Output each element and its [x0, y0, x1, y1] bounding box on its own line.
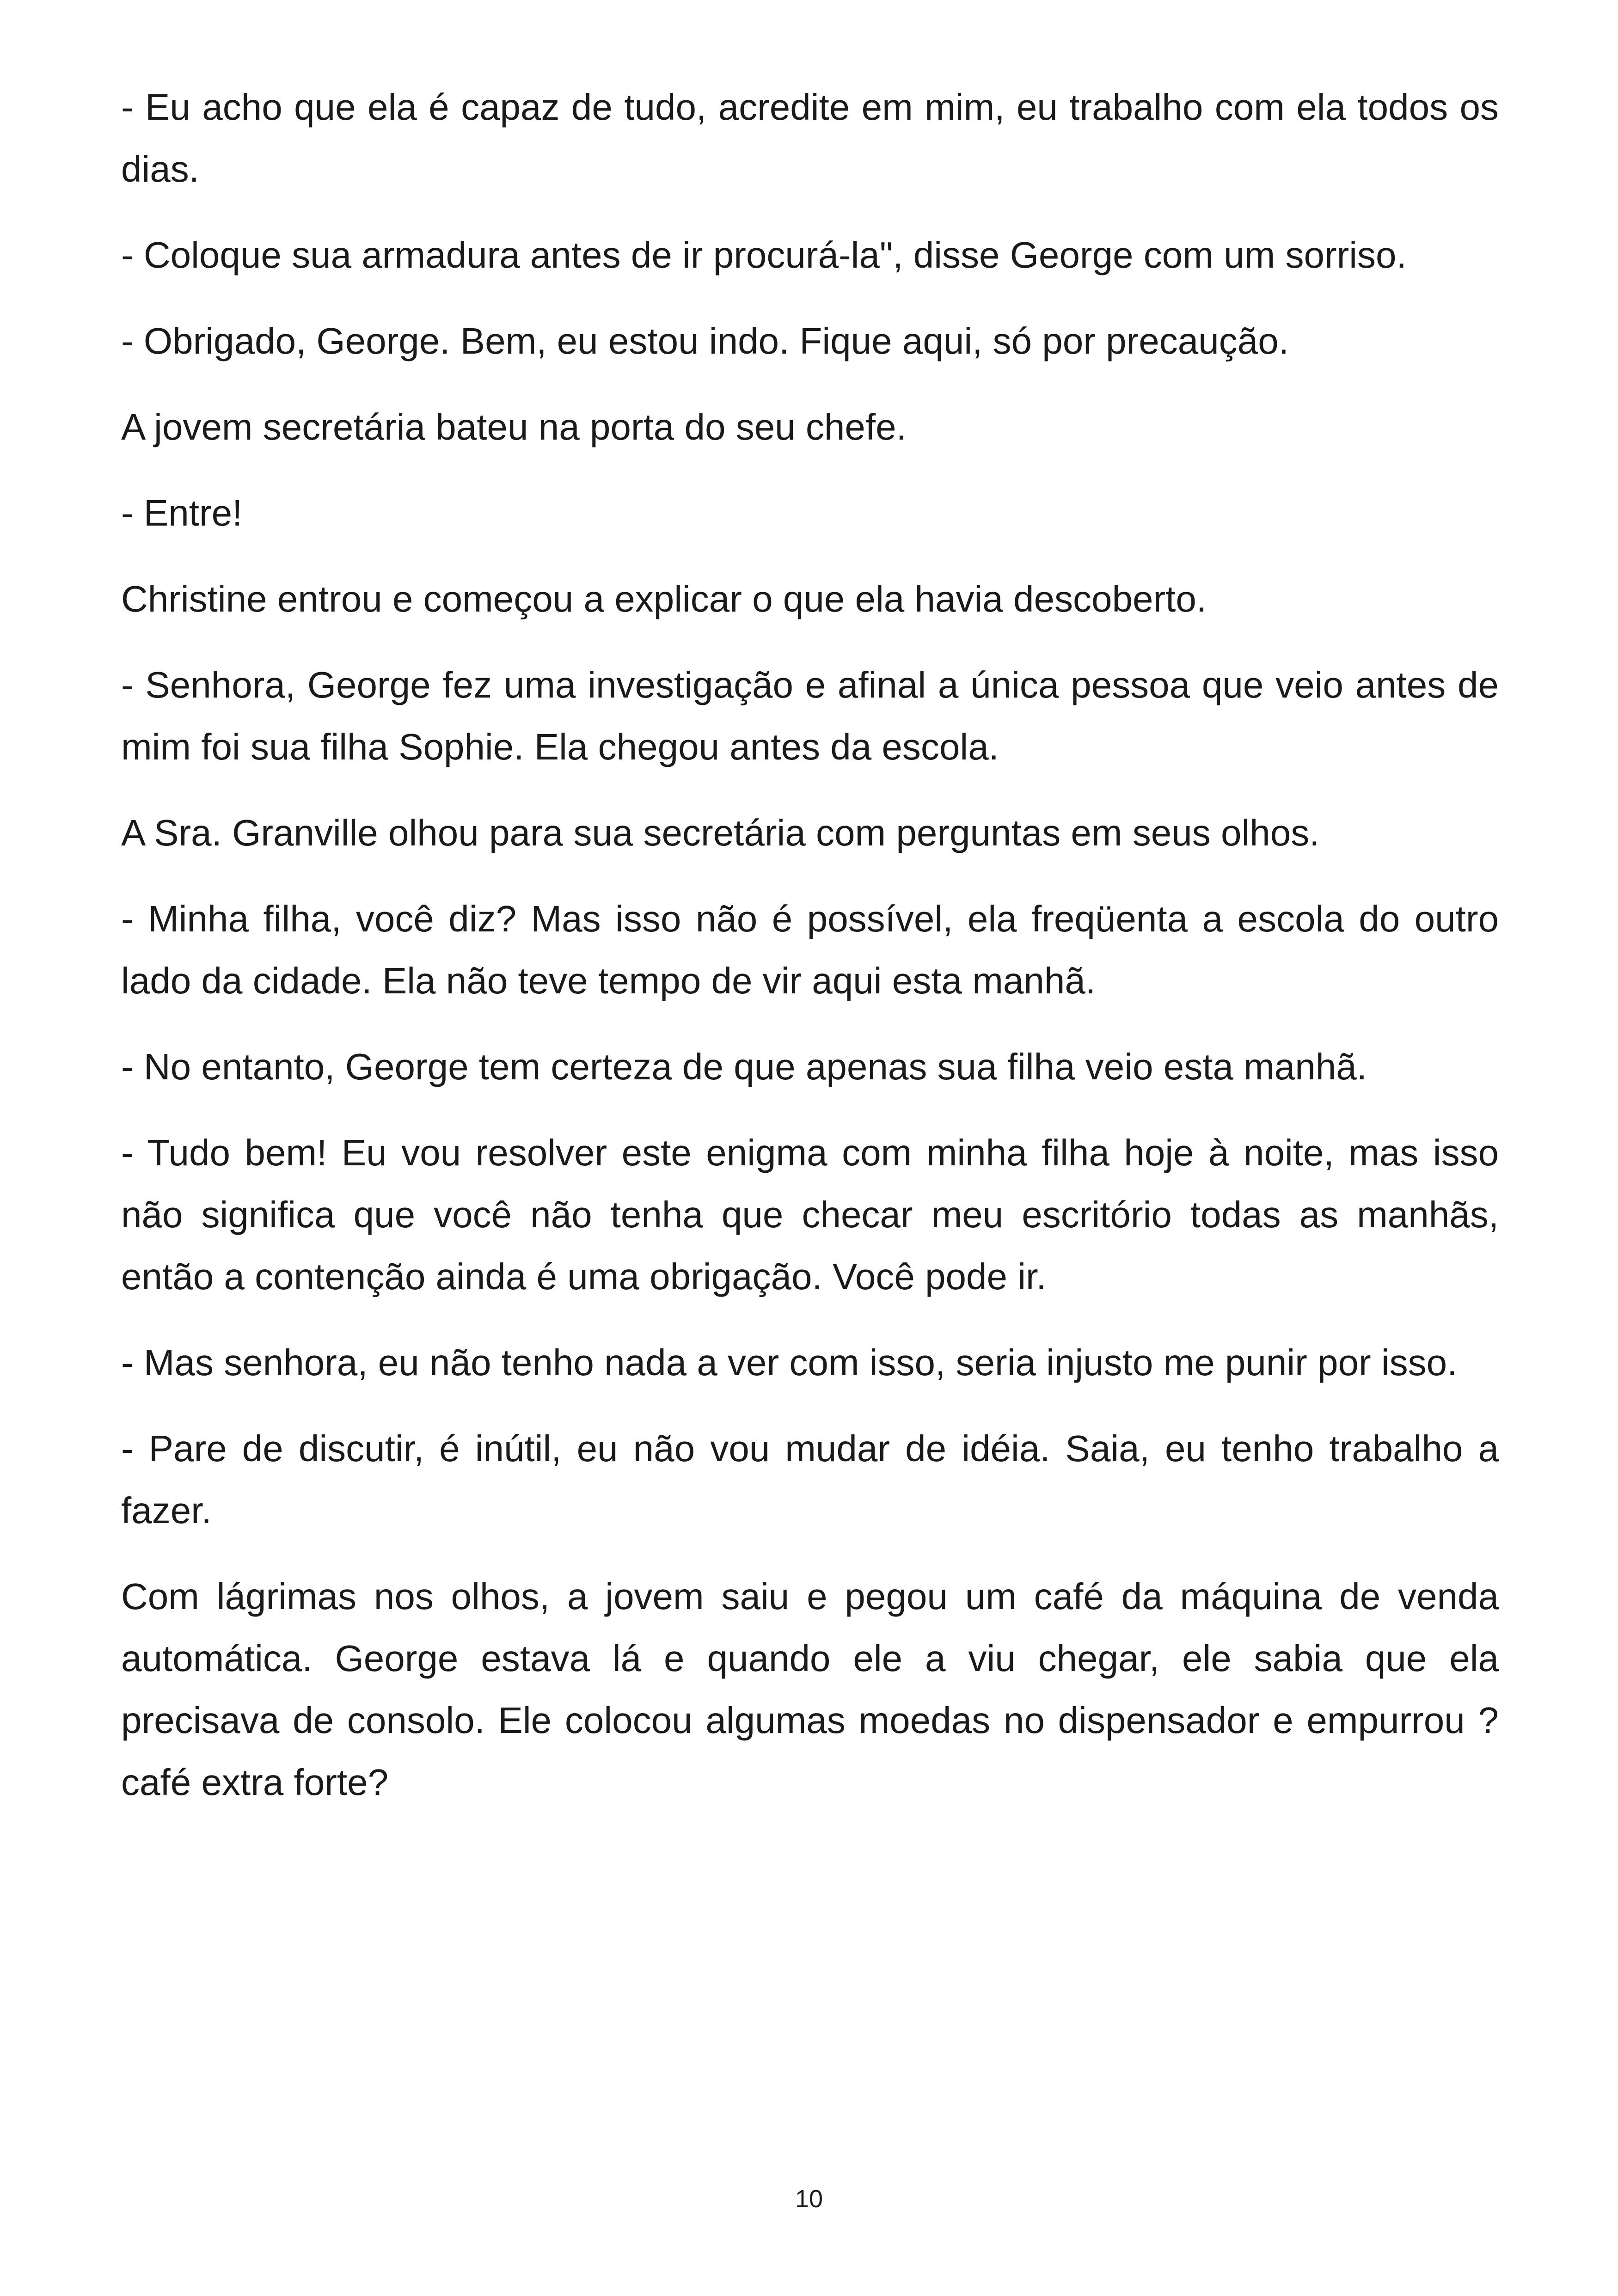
paragraph: - No entanto, George tem certeza de que apenas sua filha veio esta manhã.: [121, 1046, 1367, 1087]
paragraph: - Obrigado, George. Bem, eu estou indo. Fique aqui, só por precaução.: [121, 320, 1289, 361]
paragraph: - Tudo bem! Eu vou resolver este enigma com minha filha hoje à noite, mas isso não significa que você não tenha que checar meu escritório todas as manhãs, então a contenção ainda é uma obrigação. Você pode ir.: [121, 1132, 1499, 1297]
paragraph: - Senhora, George fez uma investigação e afinal a única pessoa que veio antes de mim foi sua filha Sophie. Ela chegou antes da escola.: [121, 664, 1499, 767]
paragraph: A Sra. Granville olhou para sua secretária com perguntas em seus olhos.: [121, 812, 1320, 853]
paragraph: Christine entrou e começou a explicar o que ela havia descoberto.: [121, 578, 1207, 619]
paragraph: Com lágrimas nos olhos, a jovem saiu e pegou um café da máquina de venda automática. George estava lá e quando ele a viu chegar, ele sabia que ela precisava de consolo. Ele colocou algumas moedas no dispensador e empurrou ? café extra forte?: [121, 1576, 1499, 1803]
paragraph: - Eu acho que ela é capaz de tudo, acredite em mim, eu trabalho com ela todos os dias.: [121, 86, 1499, 190]
paragraph: - Mas senhora, eu não tenho nada a ver com isso, seria injusto me punir por isso.: [121, 1342, 1458, 1383]
page-number: 10: [795, 2185, 823, 2213]
paragraph: - Entre!: [121, 492, 243, 533]
paragraph: - Minha filha, você diz? Mas isso não é possível, ela freqüenta a escola do outro lado da cidade. Ela não teve tempo de vir aqui esta manhã.: [121, 898, 1499, 1001]
body-text: [121, 76, 1499, 1837]
paragraph: - Coloque sua armadura antes de ir procurá-la", disse George com um sorriso.: [121, 234, 1407, 276]
paragraph: - Pare de discutir, é inútil, eu não vou mudar de idéia. Saia, eu tenho trabalho a fazer.: [121, 1428, 1499, 1531]
paragraph: A jovem secretária bateu na porta do seu chefe.: [121, 406, 907, 447]
